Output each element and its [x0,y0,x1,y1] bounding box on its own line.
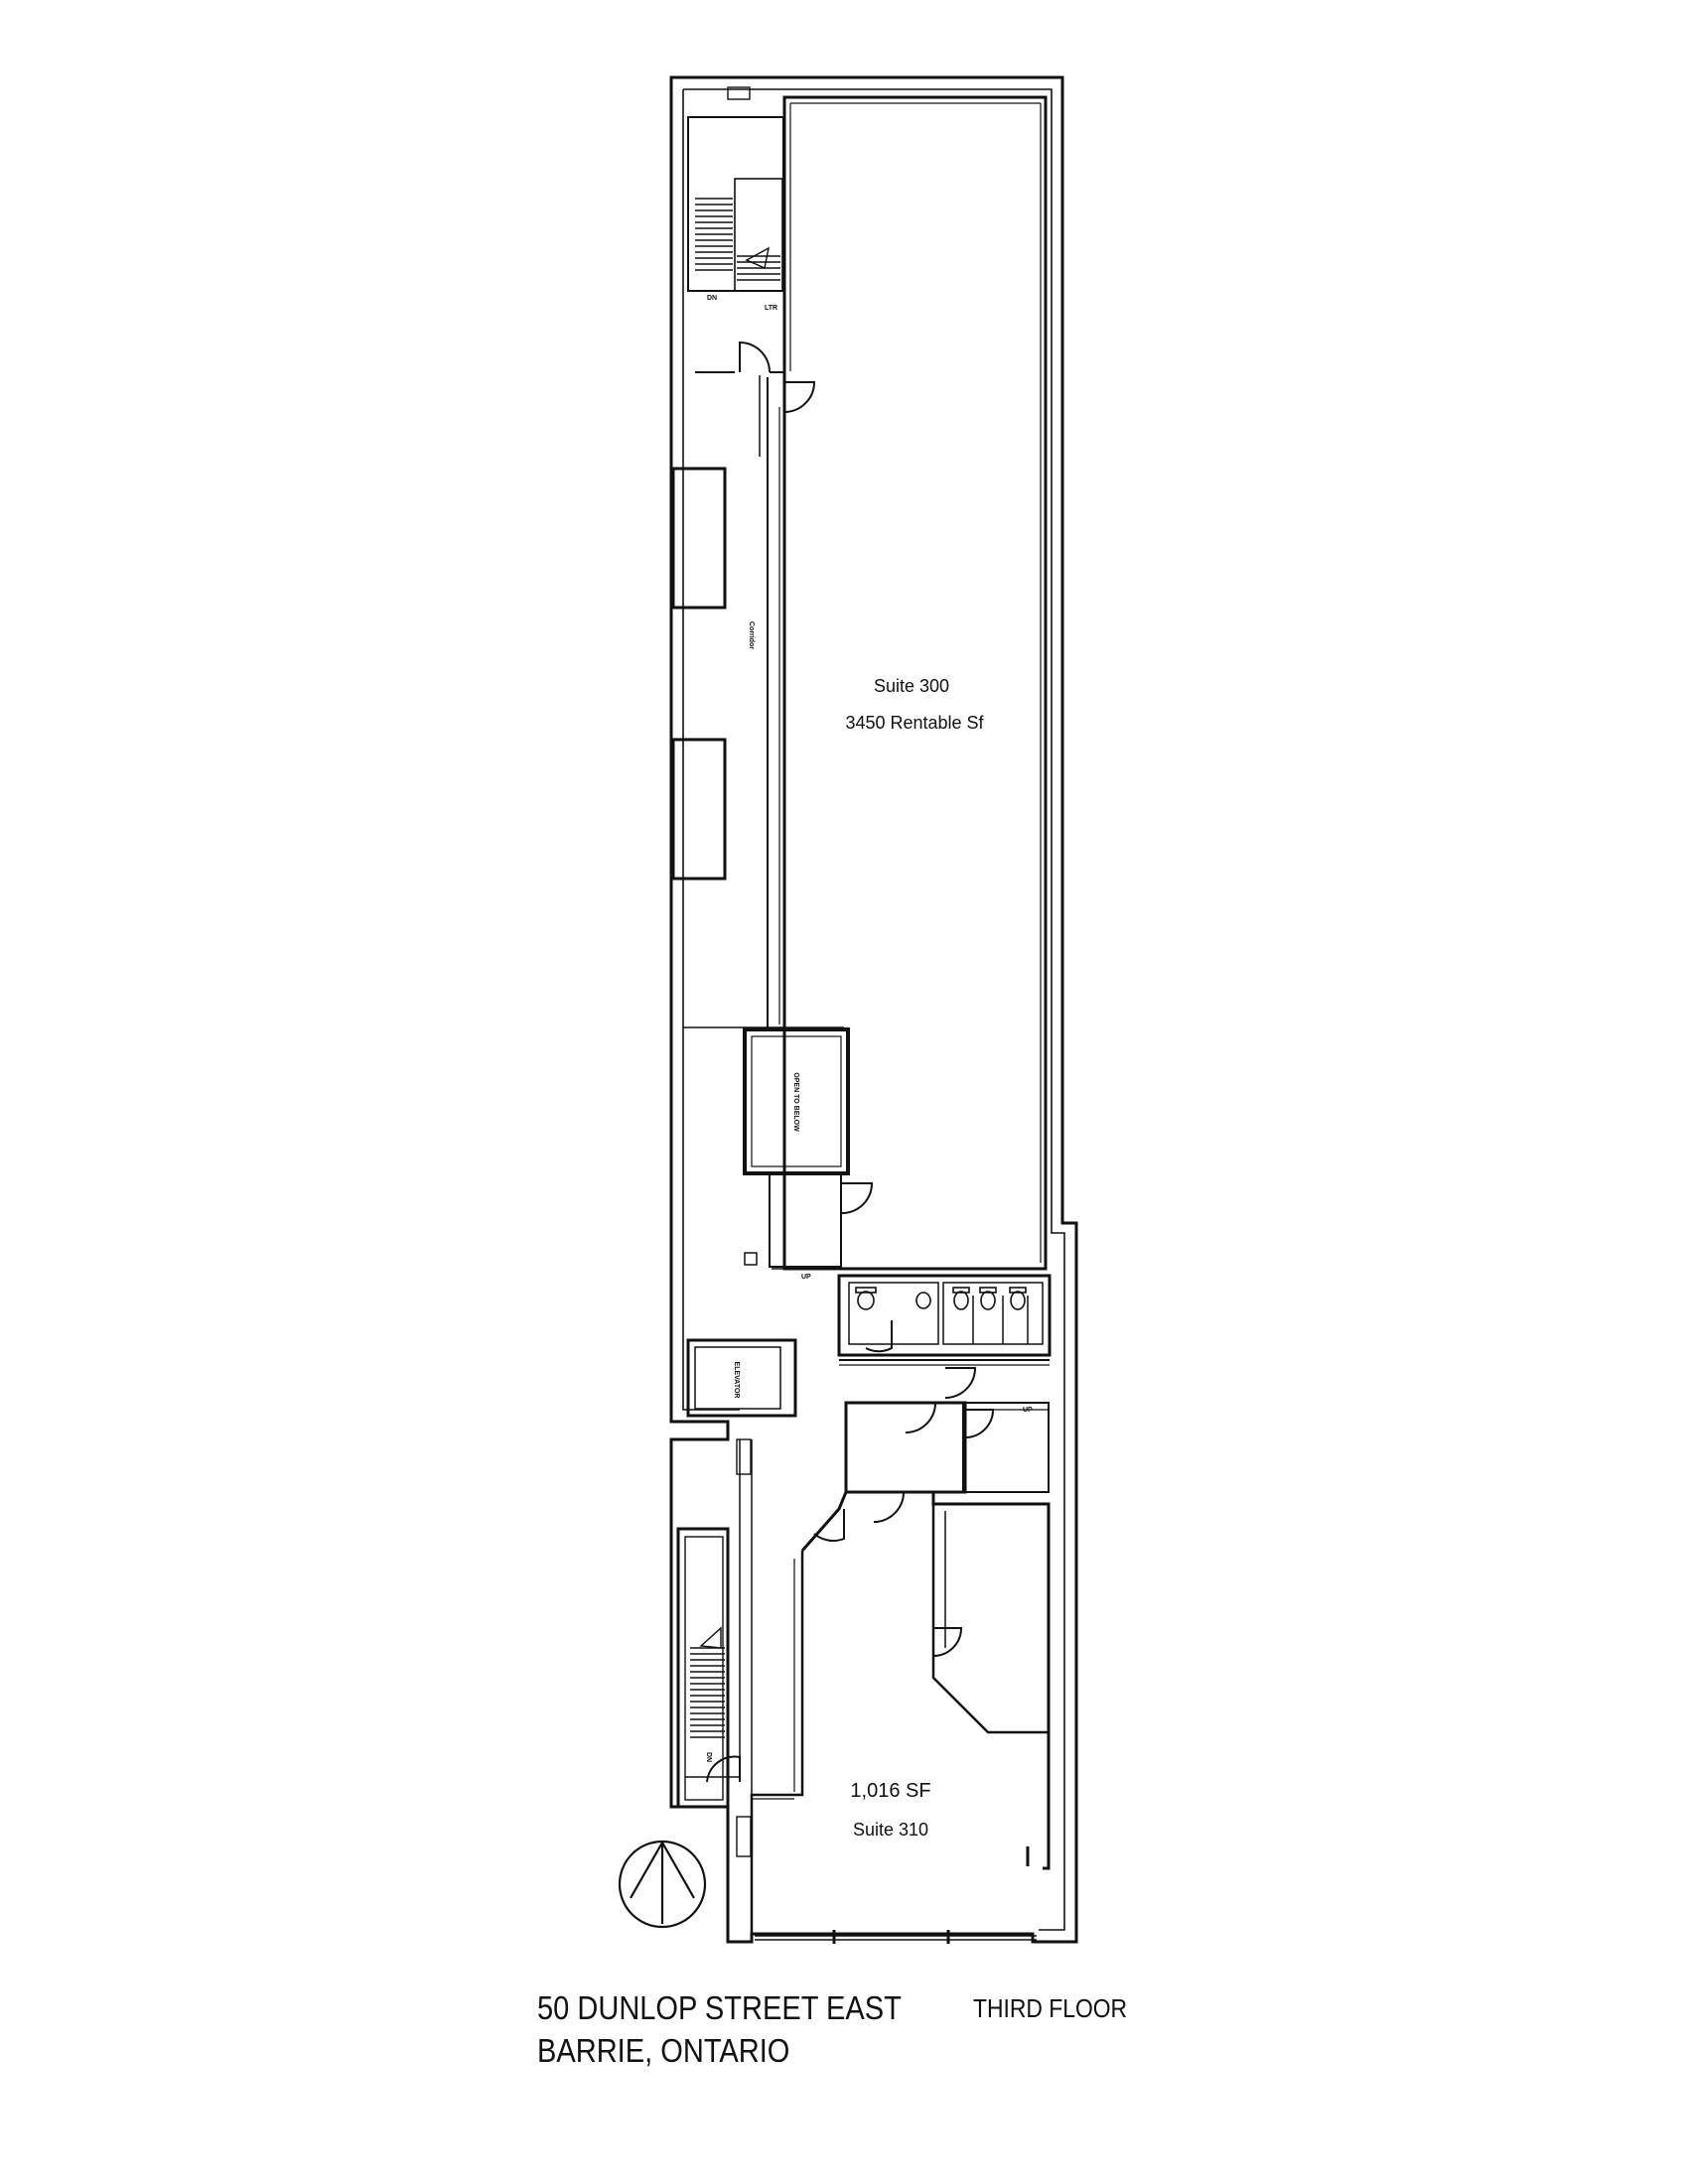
door-swing [945,1368,975,1398]
suite-310-area: 1,016 SF [850,1780,931,1802]
north-arrow-icon [620,1842,705,1927]
elevator-label: ELEVATOR [733,1361,740,1399]
door-swing [906,1403,935,1433]
address-line-2: BARRIE, ONTARIO [537,2032,790,2069]
open-to-below-label: OPEN TO BELOW [792,1072,799,1132]
door-swing [784,382,814,412]
stair-up-right: UP [1023,1407,1033,1414]
stair-dn-top: DN [707,295,718,302]
door-swing [842,1183,872,1213]
door-swing [866,1320,892,1351]
door-swing [740,342,770,372]
floor-label: THIRD FLOOR [973,1993,1128,2023]
stair-dn-bottom: DN [705,1752,712,1763]
suite-300-name: Suite 300 [873,676,950,696]
stair-up-mid: UP [801,1274,811,1281]
suite-310-name: Suite 310 [852,1820,929,1840]
stair-ltr: LTR [765,305,778,312]
door-swing [874,1492,904,1522]
building-outline [671,77,1076,1942]
elevator [688,1340,795,1416]
door-swing [965,1410,993,1437]
door-swing [814,1509,844,1541]
suite-300-area: 3450 Rentable Sf [845,713,984,733]
address-line-1: 50 DUNLOP STREET EAST [537,1989,902,2026]
window-bay-1 [673,469,725,608]
corridor-label: Corridor [748,621,755,649]
door-swing [933,1628,961,1656]
suite-310-room [802,1492,1049,1868]
window-bay-2 [673,740,725,879]
